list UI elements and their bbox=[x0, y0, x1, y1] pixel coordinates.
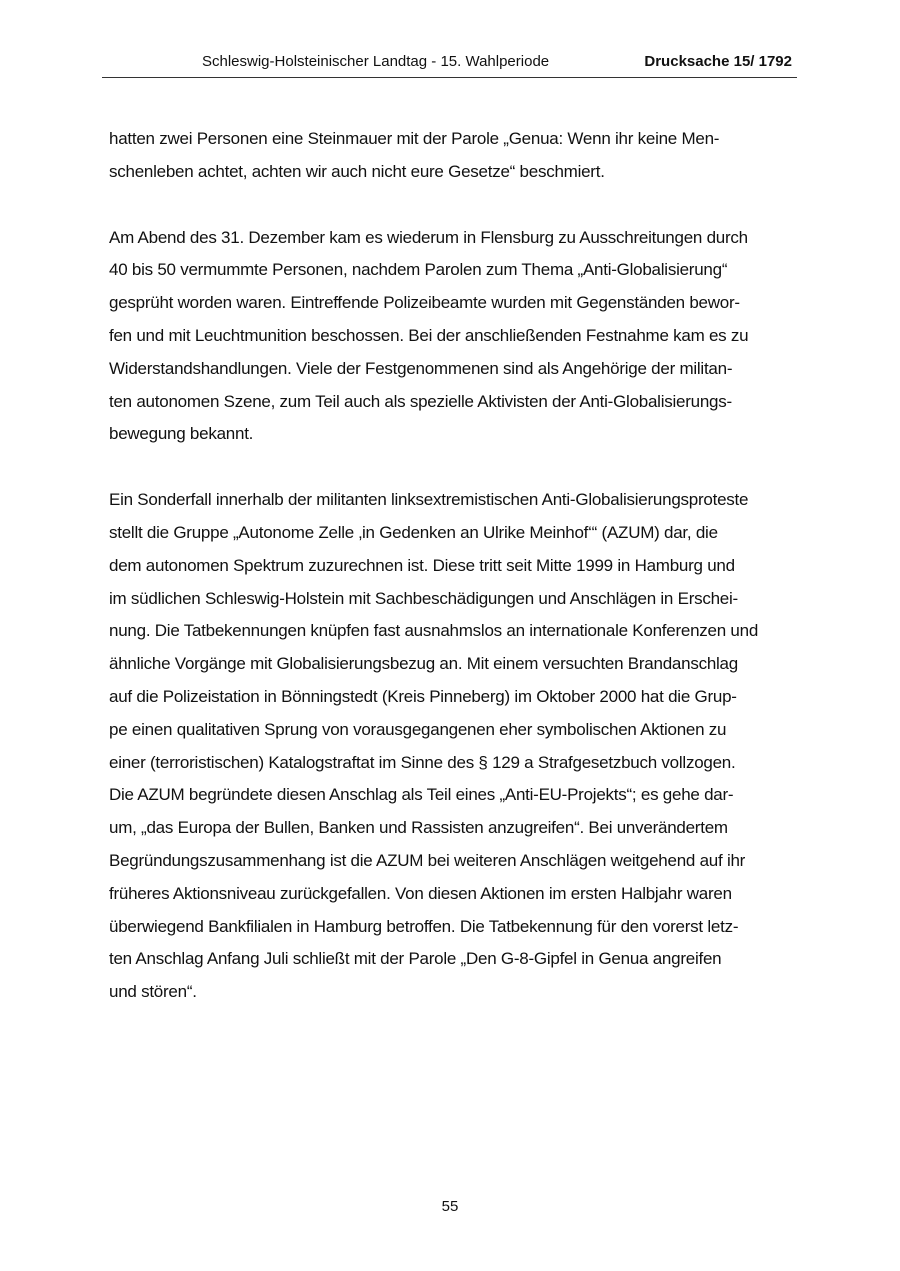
text-line: 40 bis 50 vermummte Personen, nachdem Parolen zum Thema „Anti-Globalisierung“ bbox=[109, 260, 728, 280]
page-header bbox=[102, 53, 797, 78]
text-line: fen und mit Leuchtmunition beschossen. Bei der anschließenden Festnahme kam es zu bbox=[109, 325, 749, 345]
text-line: überwiegend Bankfilialen in Hamburg betroffen. Die Tatbekennung für den vorerst letz- bbox=[109, 916, 739, 936]
text-line: Am Abend des 31. Dezember kam es wiederum in Flensburg zu Ausschreitungen durch bbox=[109, 227, 748, 247]
text-line: Widerstandshandlungen. Viele der Festgenommenen sind als Angehörige der militan- bbox=[109, 358, 733, 378]
text-line: dem autonomen Spektrum zuzurechnen ist. Diese tritt seit Mitte 1999 in Hamburg und bbox=[109, 555, 735, 575]
text-line: im südlichen Schleswig-Holstein mit Sachbeschädigungen und Anschlägen in Erschei- bbox=[109, 588, 738, 608]
page-number: 55 bbox=[441, 1198, 459, 1215]
text-line: hatten zwei Personen eine Steinmauer mit der Parole „Genua: Wenn ihr keine Men- bbox=[109, 129, 720, 148]
text-line: stellt die Gruppe „Autonome Zelle ‚in Gedenken an Ulrike Meinhof‘“ (AZUM) dar, die bbox=[109, 522, 718, 542]
text-line: früheres Aktionsniveau zurückgefallen. Von diesen Aktionen im ersten Halbjahr waren bbox=[109, 883, 732, 903]
paragraph-3 bbox=[109, 484, 799, 1009]
text-line: Begründungszusammenhang ist die AZUM bei weiteren Anschlägen weitgehend auf ihr bbox=[109, 850, 746, 870]
header-title: Schleswig-Holsteinischer Landtag - 15. Wahlperiode bbox=[202, 53, 550, 70]
document-body bbox=[109, 123, 799, 1042]
text-line: einer (terroristischen) Katalogstraftat im Sinne des § 129 a Strafgesetzbuch vollzogen. bbox=[109, 752, 736, 772]
text-line: Die AZUM begründete diesen Anschlag als Teil eines „Anti-EU-Projekts“; es gehe dar- bbox=[109, 785, 734, 805]
text-line: um, „das Europa der Bullen, Banken und Rassisten anzugreifen“. Bei unverändertem bbox=[109, 818, 728, 838]
text-line: schenleben achtet, achten wir auch nicht eure Gesetze“ beschmiert. bbox=[109, 161, 605, 181]
text-line: bewegung bekannt. bbox=[109, 424, 254, 444]
text-line: gesprüht worden waren. Eintreffende Polizeibeamte wurden mit Gegenständen bewor- bbox=[109, 293, 740, 313]
header-doc-number: Drucksache 15/ 1792 bbox=[644, 53, 792, 70]
text-line: ten autonomen Szene, zum Teil auch als spezielle Aktivisten der Anti-Globalisierungs- bbox=[109, 391, 732, 411]
paragraph-2 bbox=[109, 222, 799, 452]
text-line: pe einen qualitativen Sprung von vorausgegangenen eher symbolischen Aktionen zu bbox=[109, 719, 727, 739]
text-line: und stören“. bbox=[109, 982, 197, 1002]
text-line: ähnliche Vorgänge mit Globalisierungsbezug an. Mit einem versuchten Brandanschlag bbox=[109, 654, 738, 674]
text-line: nung. Die Tatbekennungen knüpfen fast ausnahmslos an internationale Konferenzen und bbox=[109, 621, 759, 641]
text-line: auf die Polizeistation in Bönningstedt (Kreis Pinneberg) im Oktober 2000 hat die Grup- bbox=[109, 686, 737, 706]
text-line: ten Anschlag Anfang Juli schließt mit der Parole „Den G-8-Gipfel in Genua angreifen bbox=[109, 949, 722, 969]
text-line: Ein Sonderfall innerhalb der militanten linksextremistischen Anti-Globalisierungsproteste bbox=[109, 490, 749, 510]
paragraph-1 bbox=[109, 123, 799, 189]
